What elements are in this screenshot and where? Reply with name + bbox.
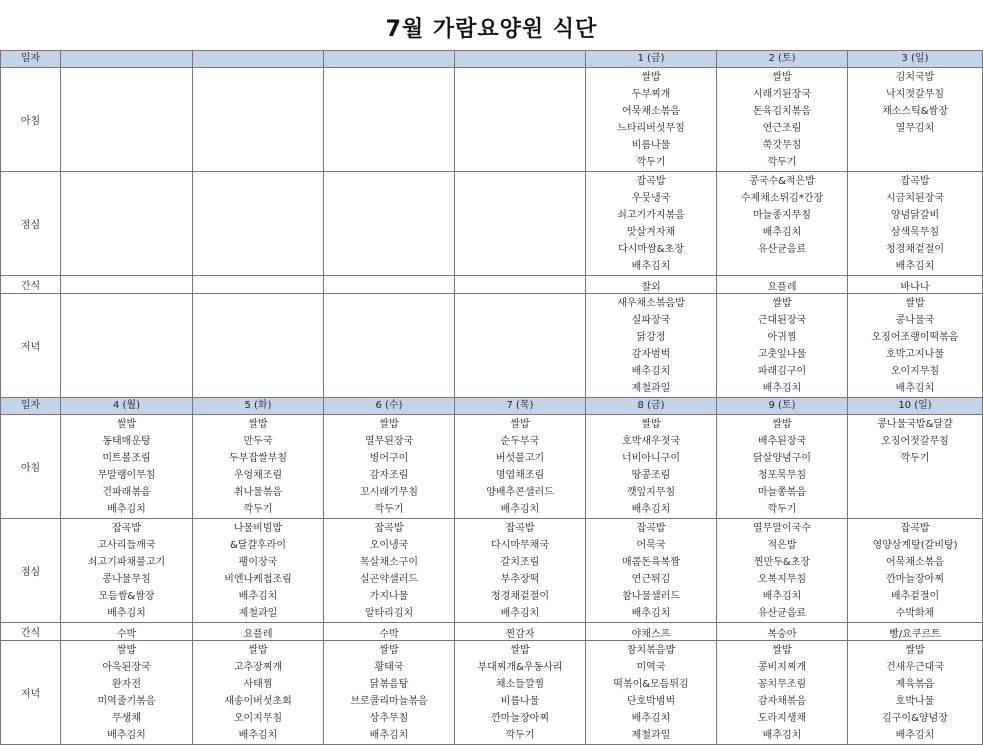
menu-item: 배추김치 bbox=[238, 591, 278, 602]
menu-item: 건새우근대국 bbox=[886, 662, 944, 673]
menu-item: 배추김치 bbox=[762, 730, 802, 741]
menu-item: 채소스틱&쌈장 bbox=[882, 106, 948, 117]
menu-item: &달걀후라이 bbox=[229, 540, 287, 551]
menu-item: 명엽채조림 bbox=[495, 470, 545, 481]
menu-item: 두부찌개 bbox=[631, 89, 671, 100]
menu-item: 깐마늘장아찌 bbox=[491, 713, 549, 724]
menu-item: 오징어젓갈무침 bbox=[881, 436, 949, 447]
menu-item: 근대된장국 bbox=[757, 315, 807, 326]
menu-item: 감자범벅 bbox=[631, 349, 671, 360]
menu-item: 파래김구이 bbox=[757, 366, 807, 377]
menu-item: 콩나물국밥&달걀 bbox=[877, 419, 953, 430]
menu-item: 적은밥 bbox=[767, 540, 797, 551]
menu-item: 무말랭이무침 bbox=[97, 470, 156, 481]
menu-item: 비름나물 bbox=[500, 696, 540, 707]
menu-item: 수제채소튀김*간장 bbox=[740, 193, 824, 204]
breakfast-cell bbox=[717, 68, 848, 172]
menu-item: 호박고지나물 bbox=[886, 349, 944, 360]
menu-item: 쌀밥 bbox=[772, 298, 792, 309]
menu-item: 사태찜 bbox=[243, 679, 273, 690]
menu-item: 모듬쌈&쌈장 bbox=[98, 591, 155, 602]
menu-item: 열무된장국 bbox=[364, 436, 414, 447]
snack-cell: 찰외 bbox=[586, 276, 717, 294]
breakfast-row bbox=[1, 415, 983, 519]
date-header-row bbox=[1, 398, 983, 415]
lunch-cell bbox=[324, 519, 455, 623]
menu-item: 배추김치 bbox=[762, 591, 802, 602]
menu-item: 쇠고기파채불고기 bbox=[87, 557, 166, 568]
menu-item: 깻잎지무침 bbox=[626, 487, 676, 498]
menu-item: 너비아니구이 bbox=[622, 453, 680, 464]
snack-cell bbox=[455, 276, 586, 294]
snack-cell: 요플레 bbox=[193, 623, 324, 641]
menu-item: 오징어조랭이떡볶음 bbox=[871, 332, 959, 343]
menu-item: 닭살양념구이 bbox=[753, 453, 811, 464]
dinner-cell bbox=[717, 294, 848, 398]
lunch-cell bbox=[455, 519, 586, 623]
breakfast-row bbox=[1, 68, 983, 172]
lunch-cell bbox=[586, 172, 717, 276]
dinner-cell bbox=[848, 294, 983, 398]
breakfast-cell bbox=[848, 415, 983, 519]
menu-item: 깍두기 bbox=[900, 453, 930, 464]
menu-item: 오복지무침 bbox=[757, 574, 807, 585]
menu-item: 배추김치 bbox=[107, 730, 146, 741]
date-cell: 2 (토) bbox=[717, 51, 848, 68]
menu-item: 황태국 bbox=[374, 662, 404, 673]
lunch-cell bbox=[61, 519, 193, 623]
lunch-cell bbox=[717, 172, 848, 276]
menu-item: 단호박범벅 bbox=[626, 696, 676, 707]
menu-item: 떡볶이&모듬튀김 bbox=[613, 679, 689, 690]
menu-item: 완자전 bbox=[112, 679, 141, 690]
menu-item: 유산균음료 bbox=[757, 608, 807, 619]
menu-item: 쌀밥 bbox=[772, 419, 792, 430]
dinner-cell bbox=[717, 641, 848, 745]
menu-item: 실곤약샐러드 bbox=[360, 574, 418, 585]
menu-item: 잡곡밥 bbox=[112, 523, 141, 534]
dinner-cell bbox=[61, 294, 193, 398]
menu-item: 동태매운탕 bbox=[102, 436, 151, 447]
breakfast-cell bbox=[717, 415, 848, 519]
day-label: 일자 bbox=[1, 398, 61, 415]
menu-item: 청경채겉절이 bbox=[886, 244, 944, 255]
menu-item: 잡곡밥 bbox=[900, 523, 930, 534]
menu-item: 쌀밥 bbox=[772, 645, 792, 656]
date-cell: 4 (월) bbox=[61, 398, 193, 415]
snack-cell bbox=[193, 276, 324, 294]
menu-item: 연근조림 bbox=[762, 123, 802, 134]
menu-item: 아욱된장국 bbox=[102, 662, 151, 673]
menu-item: 우엉채조림 bbox=[233, 470, 283, 481]
breakfast-cell bbox=[586, 68, 717, 172]
menu-item: 찐만두&초장 bbox=[753, 557, 811, 568]
menu-item: 호박나물 bbox=[895, 696, 935, 707]
snack-cell: 바나나 bbox=[848, 276, 983, 294]
menu-item: 꼬시래기무침 bbox=[360, 487, 418, 498]
menu-item: 버섯불고기 bbox=[495, 453, 545, 464]
menu-item: 맛살겨자채 bbox=[626, 227, 676, 238]
meal-table bbox=[0, 50, 983, 745]
menu-item: 배추김치 bbox=[107, 608, 146, 619]
date-cell bbox=[455, 51, 586, 68]
menu-item: 감자조림 bbox=[369, 470, 409, 481]
breakfast-cell bbox=[455, 415, 586, 519]
breakfast-cell bbox=[586, 415, 717, 519]
menu-item: 두부잡쌀부침 bbox=[229, 453, 287, 464]
menu-item: 배추김치 bbox=[762, 227, 802, 238]
menu-item: 오이지무침 bbox=[890, 366, 940, 377]
menu-item: 어묵채소볶음 bbox=[622, 106, 680, 117]
menu-item: 비름나물 bbox=[631, 140, 671, 151]
menu-item: 병어구이 bbox=[369, 453, 409, 464]
menu-item: 목살채소구이 bbox=[360, 557, 418, 568]
menu-item: 콩나물국 bbox=[895, 315, 935, 326]
dinner-cell bbox=[455, 641, 586, 745]
menu-item: 오이지무침 bbox=[233, 713, 283, 724]
snack-cell: 수박 bbox=[324, 623, 455, 641]
dinner-cell bbox=[193, 641, 324, 745]
menu-item: 호박새우젓국 bbox=[622, 436, 680, 447]
breakfast-cell bbox=[324, 68, 455, 172]
lunch-row bbox=[1, 172, 983, 276]
menu-item: 무생채 bbox=[112, 713, 141, 724]
menu-item: 나물비빔밥 bbox=[233, 523, 283, 534]
menu-item: 제철과일 bbox=[631, 383, 671, 394]
menu-item: 우뭇냉국 bbox=[631, 193, 671, 204]
day-label: 일자 bbox=[1, 51, 61, 68]
menu-item: 배추김치 bbox=[762, 383, 802, 394]
date-cell: 7 (목) bbox=[455, 398, 586, 415]
breakfast-cell bbox=[848, 68, 983, 172]
menu-item: 깍두기 bbox=[767, 157, 797, 168]
menu-item: 배추김치 bbox=[631, 504, 671, 515]
menu-item: 배추김치 bbox=[895, 383, 935, 394]
menu-item: 다시마쌈&초장 bbox=[618, 244, 684, 255]
menu-item: 콩비지찌개 bbox=[757, 662, 807, 673]
menu-item: 김구이&양념장 bbox=[882, 713, 948, 724]
menu-item: 잡곡밥 bbox=[636, 523, 666, 534]
lunch-cell bbox=[193, 519, 324, 623]
menu-item: 잡곡밥 bbox=[900, 176, 930, 187]
menu-item: 쌀밥 bbox=[116, 419, 137, 430]
snack-label: 간식 bbox=[1, 276, 61, 294]
menu-item: 다시마무채국 bbox=[491, 540, 549, 551]
breakfast-cell bbox=[61, 68, 193, 172]
date-cell bbox=[324, 51, 455, 68]
date-cell: 5 (화) bbox=[193, 398, 324, 415]
menu-item: 깍두기 bbox=[505, 730, 535, 741]
date-header-row bbox=[1, 51, 983, 68]
breakfast-cell bbox=[193, 68, 324, 172]
menu-item: 고추장찌개 bbox=[233, 662, 283, 673]
dinner-cell bbox=[324, 294, 455, 398]
menu-item: 갈치조림 bbox=[500, 557, 540, 568]
menu-item: 잡곡밥 bbox=[374, 523, 404, 534]
menu-item: 쌀밥 bbox=[379, 419, 399, 430]
menu-item: 감자채볶음 bbox=[757, 696, 807, 707]
dinner-cell bbox=[61, 641, 193, 745]
menu-item: 건파래볶음 bbox=[102, 487, 151, 498]
menu-item: 쇠고기가지볶음 bbox=[617, 210, 685, 221]
menu-item: 닭볶음탕 bbox=[369, 679, 409, 690]
menu-item: 김치국밥 bbox=[895, 72, 935, 83]
menu-item: 취나물볶음 bbox=[233, 487, 283, 498]
menu-item: 콩국수&적은밥 bbox=[749, 176, 815, 187]
breakfast-cell bbox=[324, 415, 455, 519]
lunch-cell bbox=[848, 519, 983, 623]
menu-item: 배추김치 bbox=[500, 504, 540, 515]
menu-item: 배추김치 bbox=[238, 730, 278, 741]
menu-item: 영양삼계탕(갈비탕) bbox=[872, 540, 958, 551]
snack-label: 간식 bbox=[1, 623, 61, 641]
menu-item: 연근튀김 bbox=[631, 574, 671, 585]
menu-item: 제육볶음 bbox=[895, 679, 935, 690]
menu-item: 고사리들깨국 bbox=[97, 540, 156, 551]
menu-item: 배추김치 bbox=[631, 608, 671, 619]
snack-cell: 야채스프 bbox=[586, 623, 717, 641]
menu-item: 청경채겉절이 bbox=[491, 591, 549, 602]
dinner-label: 저녁 bbox=[1, 294, 61, 398]
menu-item: 오이냉국 bbox=[369, 540, 409, 551]
menu-item: 콩나물무침 bbox=[102, 574, 151, 585]
menu-item: 쌀밥 bbox=[641, 419, 661, 430]
menu-item: 미역국 bbox=[636, 662, 666, 673]
dinner-cell bbox=[848, 641, 983, 745]
menu-item: 열무말이국수 bbox=[753, 523, 811, 534]
lunch-cell bbox=[848, 172, 983, 276]
menu-item: 쌀밥 bbox=[905, 298, 925, 309]
menu-item: 청포묵무침 bbox=[757, 470, 807, 481]
menu-item: 땅콩조림 bbox=[631, 470, 671, 481]
menu-item: 배추김치 bbox=[107, 504, 146, 515]
lunch-label: 점심 bbox=[1, 172, 61, 276]
menu-item: 깍두기 bbox=[243, 504, 273, 515]
lunch-cell bbox=[717, 519, 848, 623]
menu-item: 쌀밥 bbox=[510, 645, 530, 656]
menu-item: 브로콜리마늘볶음 bbox=[350, 696, 428, 707]
menu-item: 배추김치 bbox=[631, 713, 671, 724]
menu-item: 배추김치 bbox=[895, 261, 935, 272]
menu-item: 유산균음료 bbox=[757, 244, 807, 255]
menu-item: 새송이버섯초회 bbox=[224, 696, 292, 707]
menu-item: 고춧잎나물 bbox=[757, 349, 807, 360]
menu-item: 참나물샐러드 bbox=[622, 591, 680, 602]
lunch-row bbox=[1, 519, 983, 623]
menu-item: 부대찌개&우동사리 bbox=[477, 662, 563, 673]
date-cell: 6 (수) bbox=[324, 398, 455, 415]
date-cell: 8 (금) bbox=[586, 398, 717, 415]
lunch-label: 점심 bbox=[1, 519, 61, 623]
menu-item: 팽이장국 bbox=[238, 557, 278, 568]
menu-item: 열무김치 bbox=[895, 123, 935, 134]
lunch-cell bbox=[455, 172, 586, 276]
menu-item: 미트볼조림 bbox=[102, 453, 151, 464]
menu-item: 낙지젓갈무침 bbox=[886, 89, 944, 100]
menu-item: 미역줄기볶음 bbox=[97, 696, 156, 707]
date-cell bbox=[61, 51, 193, 68]
menu-item: 돈육김치볶음 bbox=[753, 106, 811, 117]
menu-item: 시래기된장국 bbox=[753, 89, 811, 100]
menu-item: 시금치된장국 bbox=[886, 193, 944, 204]
breakfast-cell bbox=[61, 415, 193, 519]
menu-item: 쌀밥 bbox=[379, 645, 399, 656]
lunch-cell bbox=[193, 172, 324, 276]
dinner-cell bbox=[586, 294, 717, 398]
menu-item: 잡곡밥 bbox=[505, 523, 535, 534]
menu-item: 깍두기 bbox=[374, 504, 404, 515]
menu-item: 꽁치무조림 bbox=[757, 679, 807, 690]
snack-cell: 찐감자 bbox=[455, 623, 586, 641]
menu-item: 부추장떡 bbox=[500, 574, 540, 585]
dinner-row bbox=[1, 294, 983, 398]
menu-item: 어묵채소볶음 bbox=[886, 557, 944, 568]
menu-item: 느타리버섯무침 bbox=[617, 123, 685, 134]
menu-item: 쌀밥 bbox=[772, 72, 792, 83]
menu-item: 어묵국 bbox=[636, 540, 666, 551]
lunch-cell bbox=[324, 172, 455, 276]
menu-item: 비엔나케첩조림 bbox=[224, 574, 292, 585]
menu-item: 새우채소볶음밥 bbox=[617, 298, 685, 309]
menu-item: 배추된장국 bbox=[757, 436, 807, 447]
snack-cell: 빵/요쿠르트 bbox=[848, 623, 983, 641]
snack-cell bbox=[324, 276, 455, 294]
menu-item: 삼색묵무침 bbox=[890, 227, 940, 238]
lunch-cell bbox=[586, 519, 717, 623]
menu-item: 쌀밥 bbox=[116, 645, 137, 656]
menu-item: 마늘종지무침 bbox=[753, 210, 811, 221]
menu-item: 만두국 bbox=[243, 436, 273, 447]
menu-item: 수박화채 bbox=[895, 608, 935, 619]
menu-item: 쌀밥 bbox=[248, 419, 268, 430]
snack-cell: 복숭아 bbox=[717, 623, 848, 641]
menu-item: 마늘쫑볶음 bbox=[757, 487, 807, 498]
menu-item: 배추김치 bbox=[369, 730, 409, 741]
menu-item: 도라지생채 bbox=[757, 713, 807, 724]
snack-cell: 수박 bbox=[61, 623, 193, 641]
breakfast-label: 아침 bbox=[1, 415, 61, 519]
dinner-row bbox=[1, 641, 983, 745]
menu-item: 쌀밥 bbox=[248, 645, 268, 656]
snack-cell bbox=[61, 276, 193, 294]
date-cell: 9 (토) bbox=[717, 398, 848, 415]
menu-item: 제철과일 bbox=[631, 730, 671, 741]
menu-item: 제철과일 bbox=[238, 608, 278, 619]
menu-item: 실파장국 bbox=[631, 315, 671, 326]
menu-item: 쑥갓무침 bbox=[762, 140, 802, 151]
dinner-cell bbox=[193, 294, 324, 398]
menu-item: 채소들깔찜 bbox=[495, 679, 545, 690]
dinner-cell bbox=[324, 641, 455, 745]
menu-item: 양배추콘샐러드 bbox=[486, 487, 554, 498]
date-cell bbox=[193, 51, 324, 68]
breakfast-cell bbox=[193, 415, 324, 519]
menu-item: 배추겉절이 bbox=[890, 591, 940, 602]
menu-item: 깍두기 bbox=[636, 157, 666, 168]
dinner-cell bbox=[586, 641, 717, 745]
menu-item: 알타리김치 bbox=[364, 608, 414, 619]
breakfast-label: 아침 bbox=[1, 68, 61, 172]
menu-item: 쌀밥 bbox=[905, 645, 925, 656]
menu-item: 아귀찜 bbox=[767, 332, 797, 343]
snack-row bbox=[1, 276, 983, 294]
menu-item: 닭강정 bbox=[636, 332, 666, 343]
menu-item: 참치볶음밥 bbox=[626, 645, 676, 656]
menu-item: 양념닭갈비 bbox=[890, 210, 940, 221]
menu-item: 배추김치 bbox=[631, 366, 671, 377]
lunch-cell bbox=[61, 172, 193, 276]
menu-item: 잡곡밥 bbox=[636, 176, 666, 187]
menu-item: 상추무침 bbox=[369, 713, 409, 724]
date-cell: 10 (일) bbox=[848, 398, 983, 415]
menu-item: 쌀밥 bbox=[510, 419, 530, 430]
snack-cell: 요플레 bbox=[717, 276, 848, 294]
menu-item: 쌀밥 bbox=[641, 72, 661, 83]
date-cell: 1 (금) bbox=[586, 51, 717, 68]
date-cell: 3 (일) bbox=[848, 51, 983, 68]
page-title: 7월 가람요양원 식단 bbox=[385, 17, 598, 42]
menu-item: 매콤돈육복짬 bbox=[622, 557, 680, 568]
snack-row bbox=[1, 623, 983, 641]
menu-item: 배추김치 bbox=[500, 608, 540, 619]
menu-item: 배추김치 bbox=[631, 261, 671, 272]
menu-item: 깐마늘장아찌 bbox=[886, 574, 944, 585]
menu-item: 순두부국 bbox=[500, 436, 540, 447]
breakfast-cell bbox=[455, 68, 586, 172]
dinner-cell bbox=[455, 294, 586, 398]
dinner-label: 저녁 bbox=[1, 641, 61, 745]
menu-item: 배추김치 bbox=[895, 730, 935, 741]
menu-item: 깍두기 bbox=[767, 504, 797, 515]
menu-item: 가지나물 bbox=[369, 591, 409, 602]
